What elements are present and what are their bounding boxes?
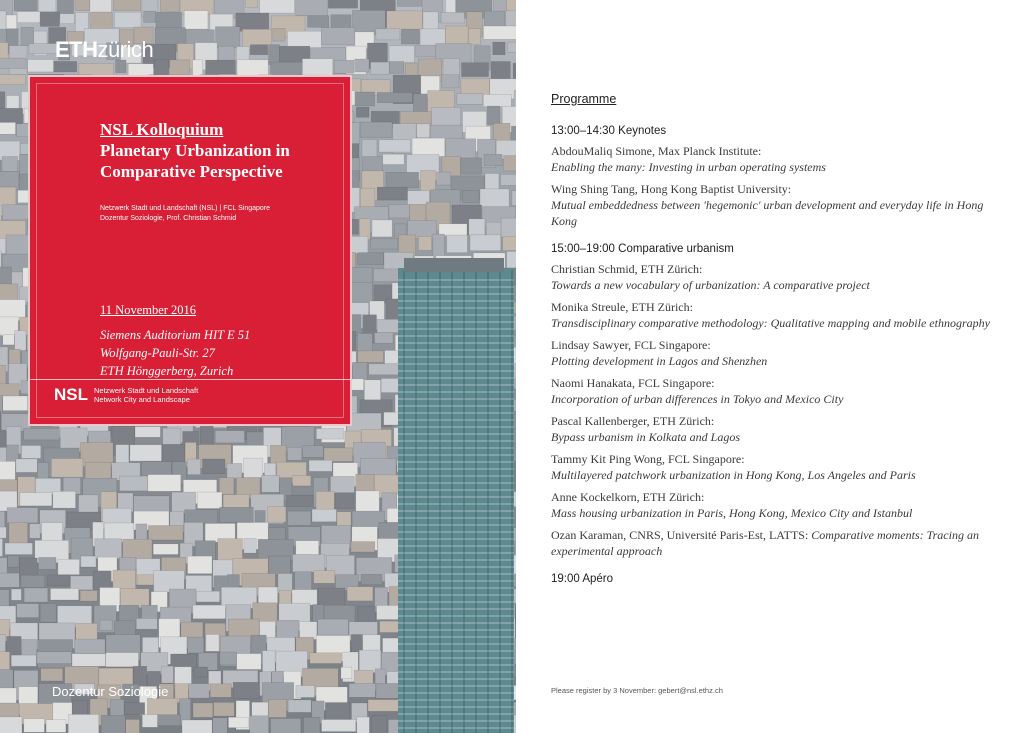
poster-date: 11 November 2016 bbox=[100, 303, 197, 317]
building-block bbox=[8, 555, 20, 567]
building-block bbox=[70, 576, 92, 590]
poster-title: NSL Kolloquium Planetary Urbanization in Comparative Perspective bbox=[100, 120, 290, 181]
building-block bbox=[17, 604, 39, 618]
building-block bbox=[358, 253, 384, 265]
building-block bbox=[21, 575, 45, 588]
building-block bbox=[148, 475, 181, 492]
building-block bbox=[300, 622, 317, 640]
building-block bbox=[276, 620, 298, 637]
building-block bbox=[513, 63, 516, 81]
building-block bbox=[228, 717, 248, 728]
building-block bbox=[293, 554, 325, 572]
building-block bbox=[462, 191, 479, 203]
building-block bbox=[30, 524, 41, 539]
building-block bbox=[126, 719, 140, 733]
building-block bbox=[515, 606, 516, 623]
building-block bbox=[213, 718, 228, 733]
building-block bbox=[503, 236, 516, 250]
building-block bbox=[334, 60, 354, 73]
building-block bbox=[193, 60, 203, 76]
building-block bbox=[308, 16, 329, 27]
building-block bbox=[322, 28, 355, 45]
building-block bbox=[3, 335, 15, 345]
building-block bbox=[361, 574, 382, 585]
building-block bbox=[303, 446, 324, 458]
building-block bbox=[296, 0, 328, 16]
building-block bbox=[206, 60, 236, 74]
building-block bbox=[470, 235, 501, 251]
building-block bbox=[483, 94, 511, 106]
building-block bbox=[40, 12, 59, 27]
building-block bbox=[7, 508, 38, 523]
building-block bbox=[413, 94, 427, 114]
building-block bbox=[377, 93, 412, 103]
talk-title: Mutual embeddedness between 'hegemonic' urban development and everyday life in Hong Kong bbox=[551, 198, 984, 228]
building-block bbox=[269, 556, 290, 576]
talk-entry bbox=[551, 261, 1011, 293]
talk-entry bbox=[551, 181, 1011, 229]
building-block bbox=[501, 218, 516, 237]
building-block bbox=[68, 714, 99, 733]
building-block bbox=[46, 720, 66, 733]
building-block bbox=[20, 493, 52, 506]
poster-location: Siemens Auditorium HIT E 51 Wolfgang-Pauli-Str. 27 ETH Hönggerberg, Zurich bbox=[100, 328, 251, 378]
poster-subtitle: Netzwerk Stadt und Landschaft (NSL) | FCL Singapore Dozentur Soziologie, Prof. Christian Schmid bbox=[100, 205, 271, 222]
building-block bbox=[24, 428, 60, 440]
building-block bbox=[188, 459, 201, 475]
building-block bbox=[273, 28, 285, 41]
building-block bbox=[219, 478, 234, 495]
building-block bbox=[245, 0, 257, 8]
building-block bbox=[504, 156, 516, 171]
building-block bbox=[462, 63, 489, 77]
building-block bbox=[72, 654, 106, 667]
building-block bbox=[262, 475, 280, 492]
programme-heading: Programme bbox=[551, 92, 617, 106]
building-block bbox=[322, 720, 356, 732]
building-block bbox=[293, 476, 311, 486]
talk-entry bbox=[551, 337, 1011, 369]
building-block bbox=[389, 205, 410, 218]
building-block bbox=[376, 29, 400, 40]
building-block bbox=[135, 427, 160, 438]
building-block bbox=[58, 559, 80, 574]
building-block bbox=[160, 0, 179, 12]
building-block bbox=[153, 544, 178, 555]
building-block bbox=[188, 637, 204, 653]
building-block bbox=[461, 158, 482, 174]
building-block bbox=[418, 236, 431, 250]
building-block bbox=[347, 587, 373, 601]
building-block bbox=[371, 238, 398, 249]
building-block bbox=[194, 667, 208, 677]
building-block bbox=[377, 187, 407, 200]
building-block bbox=[357, 717, 370, 733]
building-block bbox=[3, 396, 28, 411]
building-block bbox=[182, 720, 212, 733]
building-block bbox=[227, 463, 242, 478]
talk-speaker: Tammy Kit Ping Wong, FCL Singapore: bbox=[551, 452, 745, 466]
building-block bbox=[288, 700, 311, 713]
talk-speaker: Anne Kockelkorn, ETH Zürich: bbox=[551, 490, 705, 504]
building-block bbox=[412, 138, 445, 157]
building-block bbox=[24, 588, 48, 602]
nsl-logo: NSL bbox=[54, 385, 88, 404]
building-block bbox=[287, 447, 302, 460]
talk-entry bbox=[551, 413, 1011, 445]
building-block bbox=[75, 0, 90, 11]
building-block bbox=[288, 511, 311, 525]
building-block bbox=[50, 588, 78, 600]
building-block bbox=[389, 46, 414, 63]
building-block bbox=[420, 171, 435, 192]
building-block bbox=[101, 715, 125, 733]
building-block bbox=[287, 495, 314, 506]
programme-sections bbox=[551, 125, 1011, 585]
building-block bbox=[184, 11, 208, 29]
building-block bbox=[488, 106, 500, 124]
building-block bbox=[255, 511, 265, 523]
building-block bbox=[95, 539, 122, 559]
building-block bbox=[197, 492, 222, 508]
building-block bbox=[0, 717, 22, 733]
building-block bbox=[47, 575, 69, 586]
talk-speaker: AbdouMaliq Simone, Max Planck Institute: bbox=[551, 144, 762, 158]
building-block bbox=[364, 380, 380, 400]
building-block bbox=[512, 191, 516, 206]
talk-title: Enabling the many: Investing in urban operating systems bbox=[551, 160, 826, 174]
building-block bbox=[0, 122, 16, 134]
building-block bbox=[244, 458, 263, 478]
talk-title: Comparative moments: Tracing an experimental approach bbox=[551, 528, 979, 558]
building-block bbox=[75, 639, 106, 653]
building-block bbox=[374, 333, 393, 344]
building-block bbox=[158, 715, 181, 726]
building-block bbox=[0, 573, 19, 587]
building-block bbox=[0, 430, 5, 446]
building-block bbox=[28, 60, 54, 72]
talk-entry bbox=[551, 489, 1011, 521]
building-block bbox=[468, 29, 480, 45]
building-block bbox=[355, 59, 369, 72]
tower-roof bbox=[404, 258, 504, 272]
building-block bbox=[379, 140, 410, 152]
programme-section-label: 15:00–19:00 Comparative urbanism bbox=[551, 243, 734, 255]
building-block bbox=[268, 700, 286, 718]
building-block bbox=[193, 605, 226, 619]
building-block bbox=[441, 75, 459, 88]
building-block bbox=[170, 60, 190, 75]
building-block bbox=[148, 526, 183, 541]
register-note: Please register by 3 November: gebert@nsl.ethz.ch bbox=[551, 686, 723, 695]
building-block bbox=[0, 238, 6, 253]
building-block bbox=[120, 476, 148, 491]
building-block bbox=[11, 589, 21, 600]
building-block bbox=[144, 11, 156, 22]
building-block bbox=[15, 331, 26, 351]
talk-speaker: Christian Schmid, ETH Zürich: bbox=[551, 262, 703, 276]
building-block bbox=[310, 653, 342, 664]
building-block bbox=[14, 0, 37, 11]
programme bbox=[551, 92, 1011, 591]
talk-entry bbox=[551, 299, 1011, 331]
building-block bbox=[200, 426, 213, 445]
building-block bbox=[41, 668, 63, 681]
talk-entry bbox=[551, 375, 1011, 407]
programme-section-label: 13:00–14:30 Keynotes bbox=[551, 125, 667, 137]
building-block bbox=[220, 652, 237, 665]
building-block bbox=[189, 684, 210, 699]
building-block bbox=[397, 0, 421, 6]
building-block bbox=[371, 62, 390, 74]
building-block bbox=[484, 154, 502, 165]
building-block bbox=[325, 703, 349, 721]
building-block bbox=[309, 460, 332, 471]
building-block bbox=[0, 539, 3, 557]
talk-title: Incorporation of urban differences in Tokyo and Mexico City bbox=[551, 392, 844, 406]
building-block bbox=[508, 42, 516, 52]
building-block bbox=[341, 667, 352, 679]
dozentur-label: Dozentur Soziologie bbox=[52, 684, 169, 699]
talk-entry bbox=[551, 451, 1011, 483]
building-block bbox=[441, 12, 464, 23]
building-block bbox=[351, 542, 375, 552]
building-block bbox=[372, 716, 387, 733]
building-block bbox=[386, 172, 419, 188]
talk-title: Plotting development in Lagos and Shenzhen bbox=[551, 354, 768, 368]
building-block bbox=[390, 62, 404, 74]
building-block bbox=[161, 666, 173, 683]
building-block bbox=[318, 619, 349, 635]
talk-title: Multilayered patchwork urbanization in Hong Kong, Los Angeles and Paris bbox=[551, 468, 916, 482]
building-block bbox=[53, 491, 76, 508]
talk-title: Towards a new vocabulary of urbanization: A comparative project bbox=[551, 278, 870, 292]
building-block bbox=[328, 0, 357, 8]
event-poster bbox=[28, 75, 352, 426]
building-block bbox=[250, 45, 267, 55]
building-block bbox=[203, 459, 226, 474]
building-block bbox=[40, 603, 56, 622]
building-block bbox=[268, 507, 286, 522]
building-block bbox=[416, 45, 436, 57]
building-block bbox=[21, 27, 34, 45]
building-block bbox=[80, 590, 97, 601]
eth-zurich-logo: ETHzürich bbox=[55, 37, 154, 62]
building-block bbox=[24, 719, 45, 733]
building-block bbox=[136, 618, 157, 629]
building-block bbox=[236, 13, 269, 31]
building-block bbox=[356, 92, 375, 106]
talk-entry bbox=[551, 527, 1011, 559]
building-block bbox=[316, 491, 334, 511]
building-block bbox=[142, 715, 157, 728]
talk-title: Mass housing urbanization in Paris, Hong Kong, Mexico City and Istanbul bbox=[551, 506, 913, 520]
building-block bbox=[0, 58, 26, 68]
building-block bbox=[0, 160, 1, 171]
building-block bbox=[106, 653, 139, 667]
talk-speaker: Wing Shing Tang, Hong Kong Baptist University: bbox=[551, 182, 792, 196]
building-block bbox=[197, 591, 220, 602]
building-block bbox=[314, 571, 335, 584]
building-block bbox=[501, 174, 517, 185]
building-block bbox=[125, 703, 145, 715]
building-block bbox=[114, 12, 141, 27]
building-block bbox=[37, 652, 72, 664]
building-block bbox=[210, 684, 231, 698]
building-block bbox=[469, 219, 485, 235]
building-block bbox=[372, 220, 392, 237]
building-block bbox=[271, 718, 301, 733]
building-block bbox=[324, 448, 353, 462]
building-block bbox=[220, 507, 254, 522]
building-block bbox=[21, 640, 37, 657]
talk-speaker: Ozan Karaman, CNRS, Université Paris-Est, LATTS: bbox=[551, 528, 809, 542]
building-block bbox=[215, 431, 244, 443]
building-block bbox=[437, 172, 451, 185]
building-block bbox=[237, 654, 262, 670]
building-block bbox=[250, 716, 269, 733]
building-block bbox=[120, 589, 149, 608]
building-block bbox=[258, 587, 278, 604]
building-block bbox=[11, 655, 36, 666]
building-block bbox=[447, 235, 468, 253]
building-block bbox=[349, 683, 375, 697]
building-block bbox=[215, 27, 240, 48]
building-block bbox=[335, 493, 354, 509]
tower-building bbox=[398, 268, 514, 733]
building-block bbox=[445, 26, 468, 45]
building-block bbox=[51, 459, 83, 478]
building-block bbox=[330, 476, 354, 493]
building-block bbox=[2, 157, 17, 172]
building-block bbox=[316, 429, 343, 440]
building-block bbox=[100, 620, 112, 630]
building-block bbox=[484, 26, 517, 39]
building-block bbox=[360, 122, 392, 138]
building-block bbox=[16, 459, 37, 473]
building-block bbox=[185, 510, 218, 524]
building-block bbox=[29, 44, 57, 54]
building-block bbox=[60, 14, 74, 24]
building-block bbox=[514, 542, 516, 556]
building-block bbox=[296, 686, 315, 698]
building-block bbox=[0, 284, 18, 301]
building-block bbox=[292, 590, 317, 606]
building-block bbox=[5, 543, 33, 555]
building-block bbox=[0, 527, 6, 538]
building-block bbox=[244, 539, 256, 554]
building-block bbox=[369, 364, 401, 375]
building-block bbox=[214, 702, 235, 716]
talk-entry bbox=[551, 143, 1011, 175]
building-block bbox=[113, 0, 141, 11]
talk-speaker: Naomi Hanakata, FCL Singapore: bbox=[551, 376, 715, 390]
building-block bbox=[188, 556, 213, 574]
building-block bbox=[21, 446, 41, 459]
building-block bbox=[262, 651, 275, 673]
building-block bbox=[260, 0, 295, 13]
building-block bbox=[0, 75, 26, 85]
building-block bbox=[130, 445, 162, 461]
building-block bbox=[356, 107, 369, 117]
building-block bbox=[383, 154, 405, 164]
building-block bbox=[269, 45, 280, 65]
building-block bbox=[304, 717, 321, 733]
building-block bbox=[17, 12, 40, 23]
building-block bbox=[93, 571, 111, 589]
building-block bbox=[457, 94, 483, 105]
building-block bbox=[193, 703, 213, 718]
talk-speaker: Monika Streule, ETH Zürich: bbox=[551, 300, 693, 314]
building-block bbox=[358, 351, 384, 363]
talk-speaker: Pascal Kallenberger, ETH Zürich: bbox=[551, 414, 715, 428]
building-block bbox=[2, 205, 30, 220]
building-block bbox=[417, 124, 430, 138]
building-block bbox=[401, 29, 419, 44]
building-block bbox=[206, 634, 219, 651]
building-block bbox=[233, 682, 259, 698]
building-block bbox=[137, 575, 153, 585]
building-block bbox=[493, 42, 505, 55]
programme-section-label: 19:00 Apéro bbox=[551, 573, 614, 585]
building-block bbox=[81, 556, 96, 567]
building-block bbox=[312, 509, 337, 522]
building-block bbox=[39, 557, 57, 569]
nsl-logo-subtitle: Netzwerk Stadt und Landschaft Network City and Landscape bbox=[94, 386, 199, 404]
city-photo bbox=[0, 0, 516, 733]
talk-title: Bypass urbanism in Kolkata and Lagos bbox=[551, 430, 741, 444]
talk-speaker: Lindsay Sawyer, FCL Singapore: bbox=[551, 338, 711, 352]
talk-title: Transdisciplinary comparative methodology: Qualitative mapping and mobile ethnography bbox=[551, 316, 990, 330]
